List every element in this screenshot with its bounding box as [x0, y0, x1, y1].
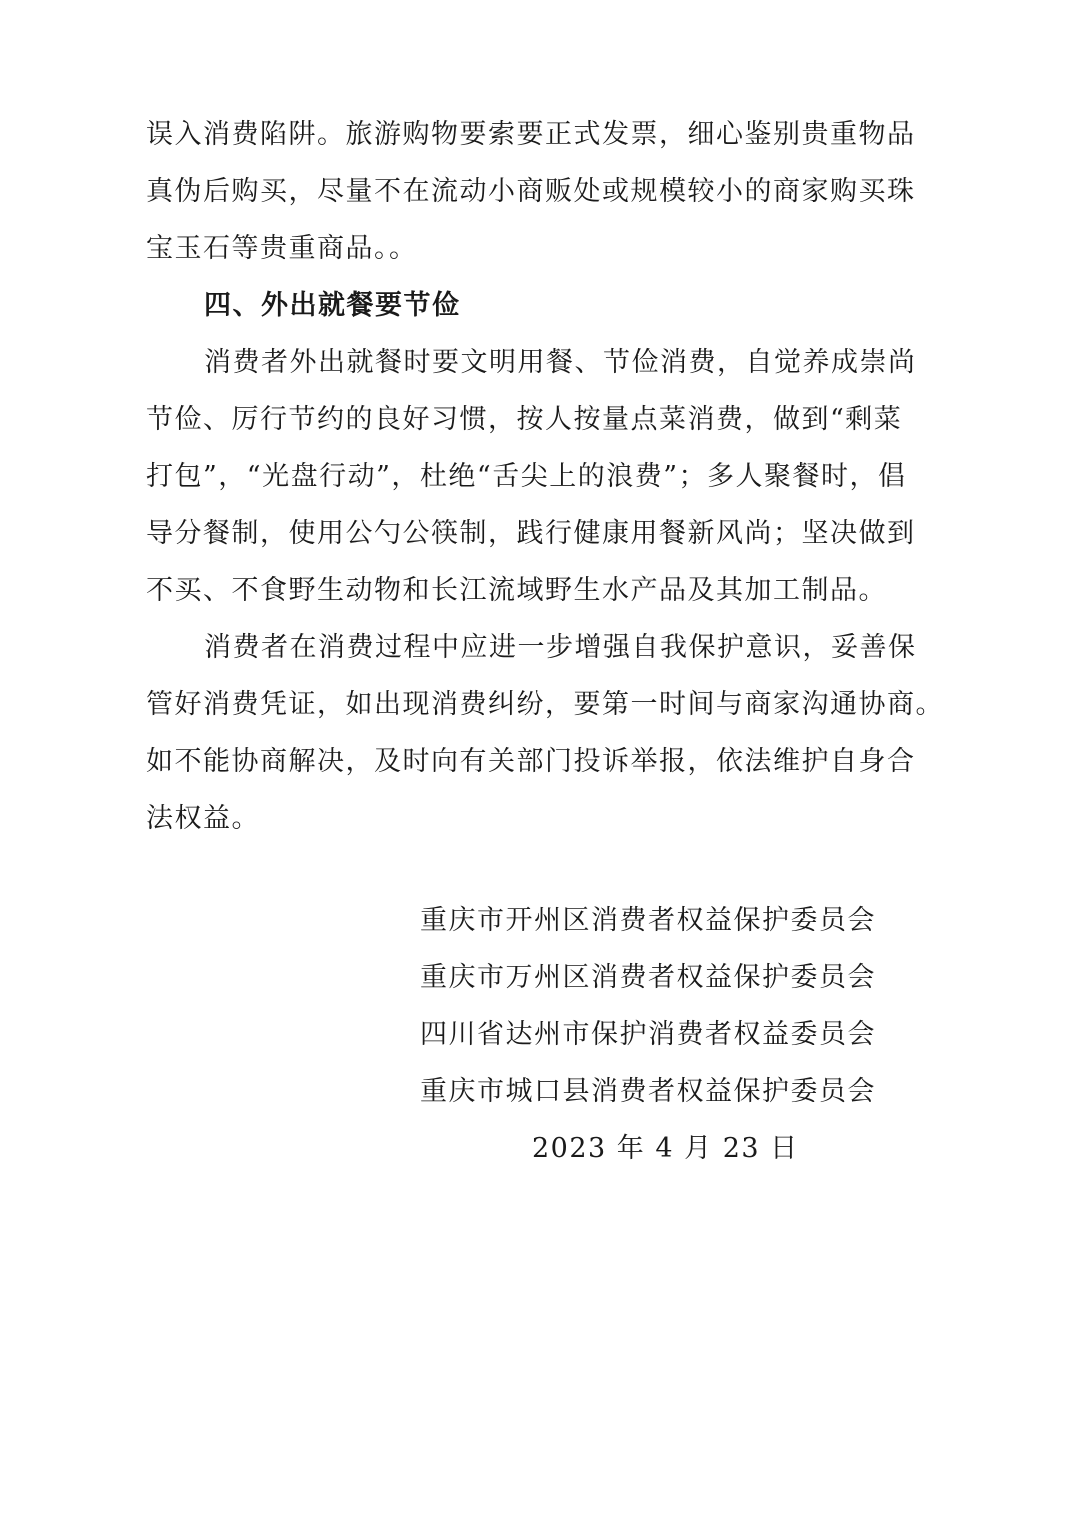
paragraph-line: 管好消费凭证，如出现消费纠纷，要第一时间与商家沟通协商。 [146, 689, 944, 720]
signatory: 四川省达州市保护消费者权益委员会 [420, 1019, 876, 1050]
paragraph-line: 消费者在消费过程中应进一步增强自我保护意识，妥善保 [204, 632, 917, 663]
signatory: 重庆市城口县消费者权益保护委员会 [420, 1076, 876, 1107]
paragraph-line: 导分餐制，使用公勺公筷制，践行健康用餐新风尚；坚决做到 [146, 518, 916, 549]
signatory: 重庆市开州区消费者权益保护委员会 [420, 905, 876, 936]
document-body [146, 106, 944, 847]
signature-block [420, 892, 900, 1177]
paragraph-line: 如不能协商解决，及时向有关部门投诉举报，依法维护自身合 [146, 746, 916, 777]
paragraph-line: 节俭、厉行节约的良好习惯，按人按量点菜消费，做到“剩菜 [146, 404, 903, 435]
signatory: 重庆市万州区消费者权益保护委员会 [420, 962, 876, 993]
paragraph-line: 宝玉石等贵重商品。。 [146, 233, 418, 264]
paragraph-line: 不买、不食野生动物和长江流域野生水产品及其加工制品。 [146, 575, 887, 606]
section-heading: 四、外出就餐要节俭 [204, 290, 461, 321]
paragraph-line: 误入消费陷阱。旅游购物要索要正式发票，细心鉴别贵重物品 [146, 119, 916, 150]
paragraph-line: 打包”，“光盘行动”，杜绝“舌尖上的浪费”；多人聚餐时，倡 [146, 461, 907, 492]
paragraph-line: 真伪后购买，尽量不在流动小商贩处或规模较小的商家购买珠 [146, 176, 916, 207]
document-date: 2023 年 4 月 23 日 [532, 1133, 799, 1164]
paragraph-line: 消费者外出就餐时要文明用餐、节俭消费，自觉养成崇尚 [204, 347, 917, 378]
paragraph-line: 法权益。 [146, 803, 260, 834]
